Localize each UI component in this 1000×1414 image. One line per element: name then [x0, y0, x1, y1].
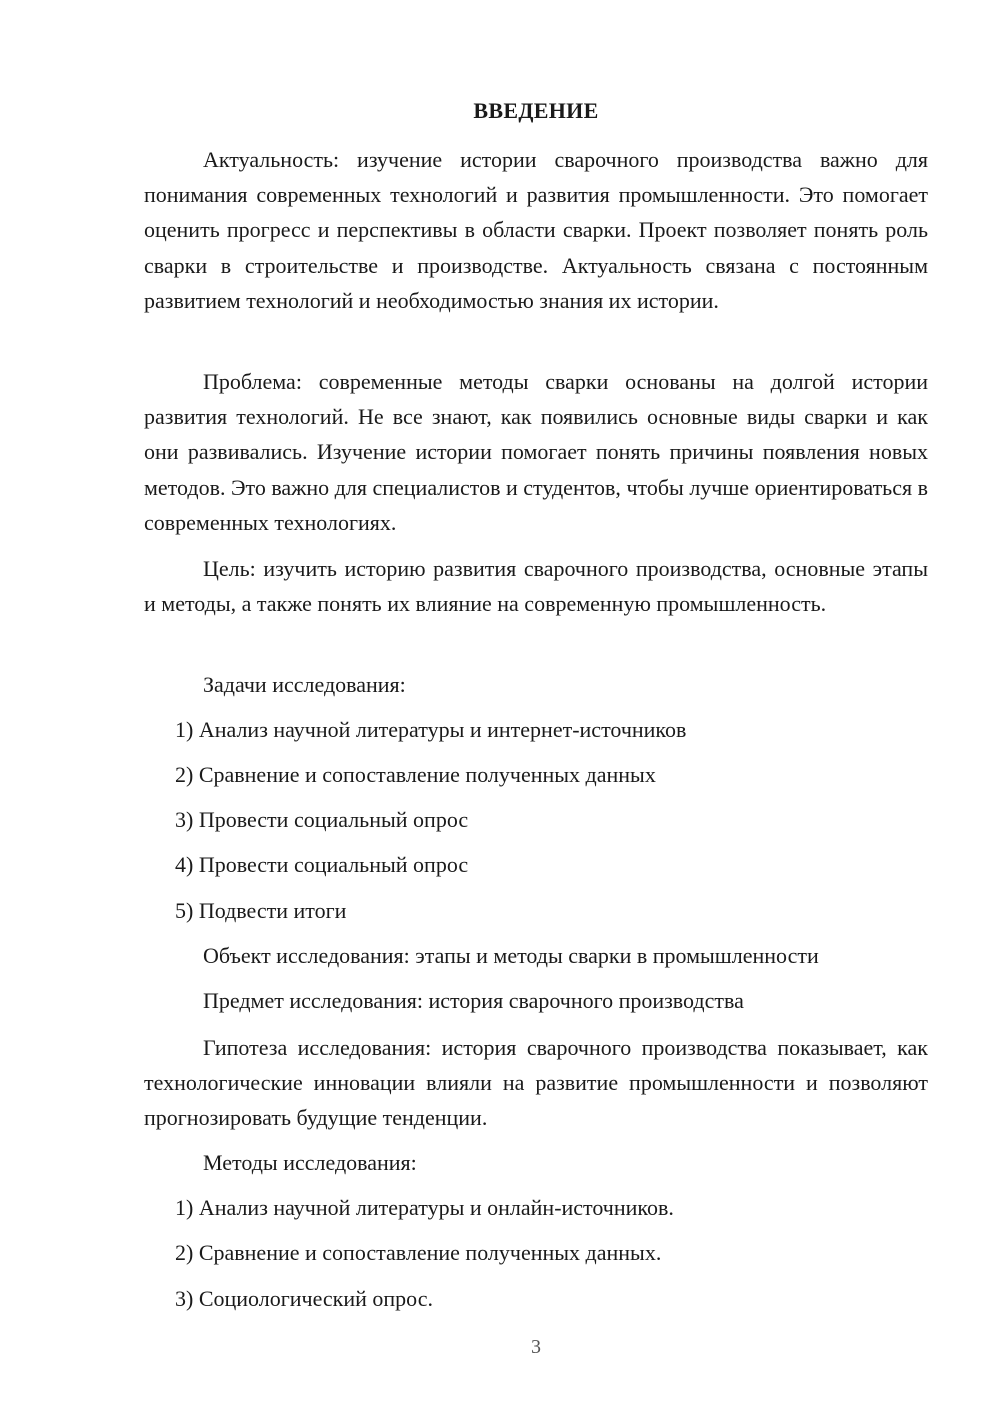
- goal-paragraph: Цель: изучить историю развития сварочного производства, основные этапы и методы, а также понять их влияние на современную промышленность.: [144, 556, 928, 617]
- document-page: [144, 0, 928, 1414]
- page-number: 3: [531, 1336, 541, 1358]
- methods-heading: Методы исследования:: [203, 1150, 417, 1175]
- task-item: 2) Сравнение и сопоставление полученных данных: [175, 762, 656, 787]
- task-item: 1) Анализ научной литературы и интернет-источников: [175, 717, 687, 742]
- tasks-heading: Задачи исследования:: [203, 672, 406, 697]
- page-title: ВВЕДЕНИЕ: [473, 98, 599, 123]
- relevance-paragraph: Актуальность: изучение истории сварочного производства важно для понимания современных технологий и развития промышленности. Это помогает оценить прогресс и перспективы в области сварки. Проект позволяет понять роль сварки в строительстве и производстве. Актуальность связана с постоянным развитием технологий и необходимостью знания их истории.: [144, 147, 928, 313]
- task-item: 5) Подвести итоги: [175, 898, 347, 923]
- problem-paragraph: Проблема: современные методы сварки основаны на долгой истории развития технологий. Не все знают, как появились основные виды сварки и как они развивались. Изучение истории помогает понять причины появления новых методов. Это важно для специалистов и студентов, чтобы лучше ориентироваться в современных технологиях.: [144, 369, 928, 535]
- task-item: 4) Провести социальный опрос: [175, 852, 469, 877]
- method-item: 3) Социологический опрос.: [175, 1286, 433, 1311]
- method-item: 2) Сравнение и сопоставление полученных данных.: [175, 1240, 662, 1265]
- task-item: 3) Провести социальный опрос: [175, 807, 469, 832]
- method-item: 1) Анализ научной литературы и онлайн-источников.: [175, 1195, 674, 1220]
- research-subject: Предмет исследования: история сварочного производства: [203, 988, 744, 1013]
- hypothesis-paragraph: Гипотеза исследования: история сварочного производства показывает, как технологические инновации влияли на развитие промышленности и позволяют прогнозировать будущие тенденции.: [144, 1035, 928, 1131]
- research-object: Объект исследования: этапы и методы сварки в промышленности: [203, 943, 819, 968]
